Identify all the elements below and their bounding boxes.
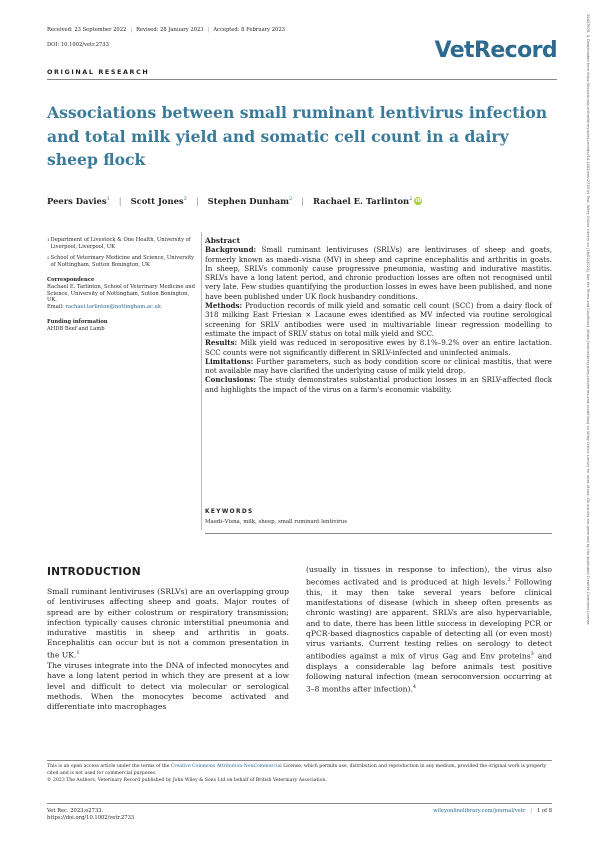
abstract-background: Background: Small ruminant lentiviruses (SRLVs) are lentiviruses of sheep and goats, formerly known as maedi–visna (MV) in sheep and caprine encephalitis and arthritis in goats. In sheep, SRLVs commonly cause progressive pneumonia, wasting and indurative mastitis. SRLVs have a long latent period, and chronic production losses are often not recognised until very late. Few studies quantifying the production losses in ewes have been published, and none have been published under UK flock husbandry conditions.: [205, 245, 552, 301]
download-notice: [583, 14, 591, 826]
footer-separator: |: [530, 808, 533, 814]
author-name[interactable]: Scott Jones$^2$: [130, 196, 187, 206]
author-list: [47, 196, 422, 206]
footer-citation: Vet Rec. 2023;e2733.: [47, 808, 104, 814]
footer-divider: [47, 803, 552, 804]
affiliation: 2 School of Veterinary Medicine and Science, University of Nottingham, Sutton Bonington, UK: [47, 255, 195, 268]
date-separator: |: [207, 27, 210, 33]
abstract: [205, 236, 552, 394]
abstract-limitations: Limitations: Further parameters, such as body condition score or clinical mastitis, that were not available may have clarified the underlying cause of milk yield drop.: [205, 356, 552, 376]
journal-site-link[interactable]: wileyonlinelibrary.com/journal/vetr: [433, 808, 526, 814]
doi: DOI: 10.1002/vetr.2733: [47, 42, 109, 48]
abstract-divider: [201, 232, 202, 530]
affiliation: 1 Department of Livestock & One Health, University of Liverpool, Liverpool, UK: [47, 237, 191, 250]
correspondence-text: Rachael E. Tarlinton, School of Veterinary Medicine and Science, University of Nottingham, Sutton Bonington, UK.: [47, 283, 195, 304]
author-name[interactable]: Rachael E. Tarlinton$^2$: [313, 196, 413, 206]
license-divider: [47, 760, 552, 761]
author-info-sidebar: [47, 237, 197, 333]
keywords-text: Maedi–Visna, milk, sheep, small ruminant lentivirus: [205, 519, 347, 525]
orcid-icon[interactable]: iD: [415, 198, 422, 204]
license-link[interactable]: Creative Commons Attribution-NonCommercial: [170, 764, 282, 769]
abstract-methods: Methods: Production records of milk yield and somatic cell count (SCC) from a dairy flock of 318 milking East Friesian × Lacaune ewes identified as MV infected via routine serological screening for SRLV antibodies were used in multivariable linear regression modelling to estimate the impact of SRLV status on total milk yield and SCC.: [205, 301, 552, 338]
author-separator: |: [118, 196, 122, 206]
keywords-heading: KEYWORDS: [205, 509, 254, 515]
article-dates: [47, 27, 285, 33]
body-column-left: [47, 567, 289, 712]
abstract-conclusions: Conclusions: The study demonstrates substantial production losses in an SRLV-affected flock and highlights the impact of the virus on a farm's economic viability.: [205, 375, 552, 394]
correspondence-heading: Correspondence: [47, 277, 95, 284]
body-column-right: [306, 565, 552, 695]
intro-paragraph: The viruses integrate into the DNA of infected monocytes and have a long latent period in which they are present at a low level and difficult to detect via molecular or serological methods. When the monocytes become activated and differentiate into macrophages: [47, 661, 289, 711]
journal-logo[interactable]: VetRecord: [434, 38, 557, 63]
received-date: Received: 23 September 2022: [47, 27, 127, 33]
accepted-date: Accepted: 8 February 2023: [213, 27, 285, 33]
article-title: Associations between small ruminant lentivirus infection and total milk yield and somatic cell count in a dairy sheep flock: [47, 103, 548, 169]
author-separator: |: [195, 196, 199, 206]
copyright-text: © 2023 The Authors. Veterinary Record published by John Wiley & Sons Ltd on behalf of British Veterinary Association.: [47, 777, 327, 783]
author-separator: |: [301, 196, 305, 206]
footer-citation-block: [47, 808, 134, 822]
abstract-heading: Abstract: [205, 236, 241, 245]
abstract-results: Results: Milk yield was reduced in seropositive ewes by 8.1%–9.2% over an entire lactation. SCC counts were not significantly different in SRLV-infected and uninfected animals.: [205, 338, 552, 357]
correspondence-email: Email: rachael.tarlinton@nottingham.ac.uk: [47, 303, 161, 310]
download-notice-text: 20427670, 0, Downloaded from https://bvajournals.onlinelibrary.wiley.com/doi/10.1002/vetr.2733 by Test, Wiley Online Library on [16/02/2023]. See the Terms and Conditions (https://onlinelibrary.wiley.com/terms-and-conditions) on Wiley Online Library for rules of use; OA articles are governed by the applicable Creative Commons License: [586, 14, 590, 625]
footer-doi-link[interactable]: https://doi.org/10.1002/vetr.2733: [47, 815, 135, 821]
keywords-divider: [205, 533, 552, 534]
author-name[interactable]: Stephen Dunham$^2$: [207, 196, 293, 206]
funding-heading: Funding information: [47, 319, 108, 326]
date-separator: |: [130, 27, 133, 33]
funding-text: AHDB Beef and Lamb: [47, 325, 105, 332]
intro-paragraph: Small ruminant lentiviruses (SRLVs) are an overlapping group of lentiviruses affecting sheep and goats. Major routes of spread are by either colostrum or respiratory transmission; infection typically causes chronic interstitial pneumonia and indurative mastitis in sheep and arthritis in goats. Encephalitis can occur but is not a common presentation in the UK.$^1$: [47, 587, 289, 660]
section-label: ORIGINAL RESEARCH: [47, 68, 150, 76]
header-divider: [47, 79, 557, 80]
license-text: This is an open access article under the terms of the Creative Commons Attribution-NonCommercial License, which permits use, distribution and reproduction in any medium, provided the original work is properly cited and is not used for commercial purposes.: [47, 764, 547, 776]
page-number: 1 of 8: [537, 808, 552, 814]
introduction-heading: INTRODUCTION: [47, 566, 141, 578]
author-name[interactable]: Peers Davies$^1$: [47, 196, 110, 206]
license-notice: [47, 760, 552, 784]
intro-paragraph: (usually in tissues in response to infection), the virus also becomes activated and is produced at high levels.$^2$ Following this, it may then take several years before clinical manifestations of disease (which in sheep often presents as chronic wasting) are apparent. SRLVs are also hypervariable, and to date, there has been little success in developing PCR or qPCR-based diagnostics capable of detecting all (or even most) virus variants. Current testing relies on serology to detect antibodies against a mix of virus Gag and Env proteins$^3$ and displays a considerable lag before animals test positive following natural infection (mean seroconversion occurring at 3–8 months after infection).$^4$: [306, 565, 553, 694]
footer-right: [433, 808, 552, 814]
revised-date: Revised: 28 January 2023: [136, 27, 204, 33]
email-link[interactable]: rachael.tarlinton@nottingham.ac.uk: [65, 303, 161, 310]
